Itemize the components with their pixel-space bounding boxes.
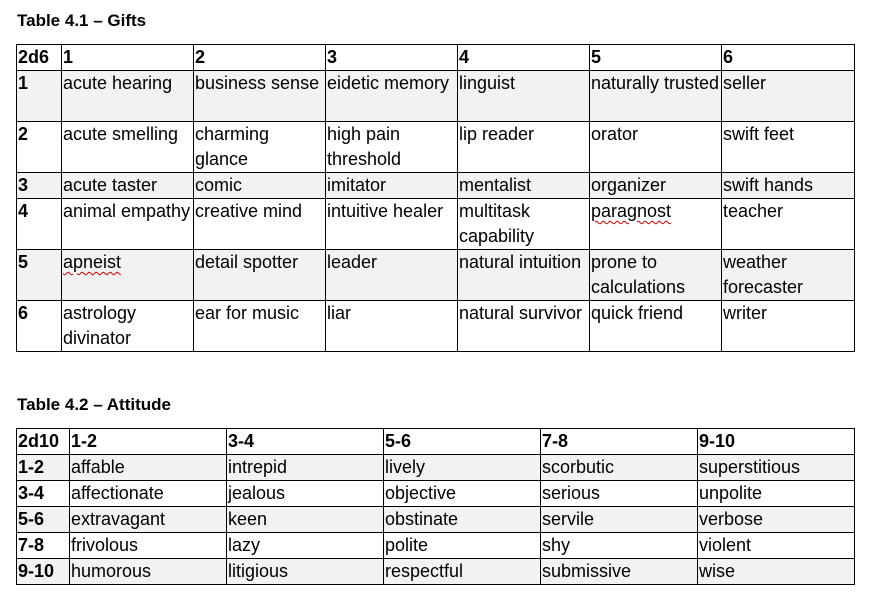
table-cell: wise bbox=[698, 559, 855, 585]
table-cell: prone to calculations bbox=[590, 250, 722, 301]
table-header-row bbox=[17, 429, 855, 455]
table-cell: scorbutic bbox=[541, 455, 698, 481]
table-row bbox=[17, 71, 855, 122]
table-cell: orator bbox=[590, 122, 722, 173]
column-header: 5-6 bbox=[384, 429, 541, 455]
table-cell: intrepid bbox=[227, 455, 384, 481]
column-header: 7-8 bbox=[541, 429, 698, 455]
table-cell: naturally trusted bbox=[590, 71, 722, 122]
table-cell: liar bbox=[326, 301, 458, 352]
row-header: 3 bbox=[17, 173, 62, 199]
table-row bbox=[17, 481, 855, 507]
table-row bbox=[17, 455, 855, 481]
table-cell: animal empathy bbox=[62, 199, 194, 250]
gifts-table bbox=[16, 44, 855, 352]
column-header: 3 bbox=[326, 45, 458, 71]
table-cell: affectionate bbox=[70, 481, 227, 507]
spellcheck-flagged-word: apneist bbox=[63, 252, 122, 272]
row-header: 6 bbox=[17, 301, 62, 352]
table-cell: keen bbox=[227, 507, 384, 533]
table-cell: weather forecaster bbox=[722, 250, 855, 301]
row-header: 2 bbox=[17, 122, 62, 173]
table-row bbox=[17, 533, 855, 559]
row-header: 5-6 bbox=[17, 507, 70, 533]
table-cell: lazy bbox=[227, 533, 384, 559]
attitude-table-caption: Table 4.2 – Attitude bbox=[17, 395, 171, 414]
table-cell: frivolous bbox=[70, 533, 227, 559]
table-row bbox=[17, 507, 855, 533]
table-cell: superstitious bbox=[698, 455, 855, 481]
column-header: 5 bbox=[590, 45, 722, 71]
table-cell: serious bbox=[541, 481, 698, 507]
row-header: 4 bbox=[17, 199, 62, 250]
table-cell: acute smelling bbox=[62, 122, 194, 173]
table-cell: quick friend bbox=[590, 301, 722, 352]
table-cell: imitator bbox=[326, 173, 458, 199]
table-header-row bbox=[17, 45, 855, 71]
table-cell: respectful bbox=[384, 559, 541, 585]
table-cell: natural survivor bbox=[458, 301, 590, 352]
table-cell: intuitive healer bbox=[326, 199, 458, 250]
gifts-table-caption: Table 4.1 – Gifts bbox=[17, 11, 147, 30]
table-cell: humorous bbox=[70, 559, 227, 585]
table-cell: creative mind bbox=[194, 199, 326, 250]
table-cell: leader bbox=[326, 250, 458, 301]
table-row bbox=[17, 173, 855, 199]
table-cell: swift hands bbox=[722, 173, 855, 199]
column-header: 1 bbox=[62, 45, 194, 71]
column-header: 1-2 bbox=[70, 429, 227, 455]
table-cell: obstinate bbox=[384, 507, 541, 533]
column-header: 6 bbox=[722, 45, 855, 71]
table-cell: lively bbox=[384, 455, 541, 481]
table-cell: ear for music bbox=[194, 301, 326, 352]
table-cell: seller bbox=[722, 71, 855, 122]
table-cell: astrology divinator bbox=[62, 301, 194, 352]
table-cell: servile bbox=[541, 507, 698, 533]
column-header: 3-4 bbox=[227, 429, 384, 455]
table-cell: verbose bbox=[698, 507, 855, 533]
table-cell: objective bbox=[384, 481, 541, 507]
table-cell: business sense bbox=[194, 71, 326, 122]
table-cell: jealous bbox=[227, 481, 384, 507]
table-cell: comic bbox=[194, 173, 326, 199]
table-cell: eidetic memory bbox=[326, 71, 458, 122]
table-cell: shy bbox=[541, 533, 698, 559]
table-cell: multitask capability bbox=[458, 199, 590, 250]
table-row bbox=[17, 199, 855, 250]
table-cell: litigious bbox=[227, 559, 384, 585]
table-cell: lip reader bbox=[458, 122, 590, 173]
table-cell bbox=[590, 199, 722, 250]
table-cell: natural intuition bbox=[458, 250, 590, 301]
row-header: 1 bbox=[17, 71, 62, 122]
row-header: 5 bbox=[17, 250, 62, 301]
table-cell: charming glance bbox=[194, 122, 326, 173]
attitude-table bbox=[16, 428, 855, 585]
table-row bbox=[17, 250, 855, 301]
table-cell: swift feet bbox=[722, 122, 855, 173]
table-cell: unpolite bbox=[698, 481, 855, 507]
table-cell: teacher bbox=[722, 199, 855, 250]
table-cell: polite bbox=[384, 533, 541, 559]
table-cell: acute hearing bbox=[62, 71, 194, 122]
column-header: 2 bbox=[194, 45, 326, 71]
row-header: 1-2 bbox=[17, 455, 70, 481]
table-row bbox=[17, 301, 855, 352]
table-corner-cell: 2d6 bbox=[17, 45, 62, 71]
row-header: 7-8 bbox=[17, 533, 70, 559]
row-header: 9-10 bbox=[17, 559, 70, 585]
table-cell bbox=[62, 250, 194, 301]
table-cell: affable bbox=[70, 455, 227, 481]
table-cell: violent bbox=[698, 533, 855, 559]
table-row bbox=[17, 122, 855, 173]
table-row bbox=[17, 559, 855, 585]
table-cell: linguist bbox=[458, 71, 590, 122]
table-cell: high pain threshold bbox=[326, 122, 458, 173]
spellcheck-flagged-word: paragnost bbox=[591, 201, 672, 221]
table-cell: writer bbox=[722, 301, 855, 352]
table-cell: submissive bbox=[541, 559, 698, 585]
table-cell: acute taster bbox=[62, 173, 194, 199]
table-cell: organizer bbox=[590, 173, 722, 199]
table-cell: extravagant bbox=[70, 507, 227, 533]
table-cell: mentalist bbox=[458, 173, 590, 199]
table-cell: detail spotter bbox=[194, 250, 326, 301]
table-corner-cell: 2d10 bbox=[17, 429, 70, 455]
row-header: 3-4 bbox=[17, 481, 70, 507]
column-header: 4 bbox=[458, 45, 590, 71]
column-header: 9-10 bbox=[698, 429, 855, 455]
